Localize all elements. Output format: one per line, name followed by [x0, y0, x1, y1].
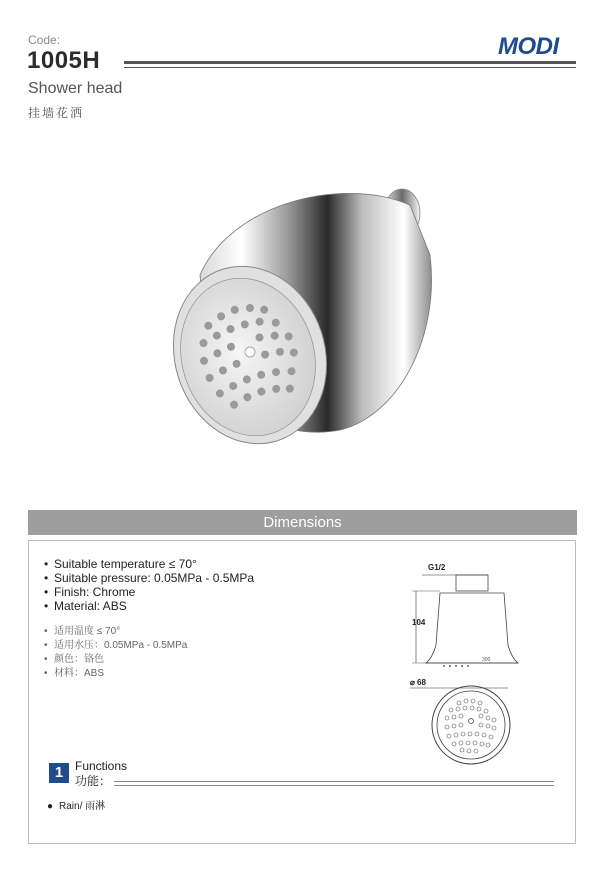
product-name-en: Shower head [28, 80, 123, 97]
title-rule-thin [124, 67, 576, 68]
product-name-cn: 挂墙花洒 [28, 106, 85, 120]
dimension-drawing [404, 555, 544, 785]
functions-rule [114, 781, 554, 782]
spec-pressure-cn: • 适用水压：0.05MPa - 0.5MPa [44, 640, 188, 651]
model-code: 1005H [27, 47, 101, 74]
face-mark: 300 [482, 657, 491, 663]
diameter-label: ⌀ 68 [410, 678, 426, 687]
spec-color-cn: • 颜色：铬色 [44, 654, 104, 665]
function-item-rain: ● Rain/ 雨淋 [47, 801, 106, 812]
spec-material-cn: • 材料：ABS [44, 668, 105, 679]
title-rule [124, 61, 576, 64]
spec-material-en: • Material: ABS [44, 599, 127, 613]
functions-number-badge: 1 [49, 763, 69, 783]
dimensions-section-title: Dimensions [28, 510, 577, 535]
spec-temperature-en: • Suitable temperature ≤ 70° [44, 557, 197, 571]
functions-title-cn: 功能： [75, 774, 112, 788]
thread-label: G1/2 [428, 563, 446, 572]
code-label: Code: [28, 33, 61, 47]
spec-finish-en: • Finish: Chrome [44, 585, 136, 599]
spec-temperature-cn: • 适用温度 ≤ 70° [44, 626, 121, 637]
functions-rule-2 [114, 785, 554, 786]
functions-title-en: Functions [75, 759, 128, 773]
brand-logo: MODI [498, 33, 559, 60]
spec-pressure-en: • Suitable pressure: 0.05MPa - 0.5MPa [44, 571, 255, 585]
product-photo [140, 165, 470, 465]
height-label: 104 [412, 618, 426, 627]
